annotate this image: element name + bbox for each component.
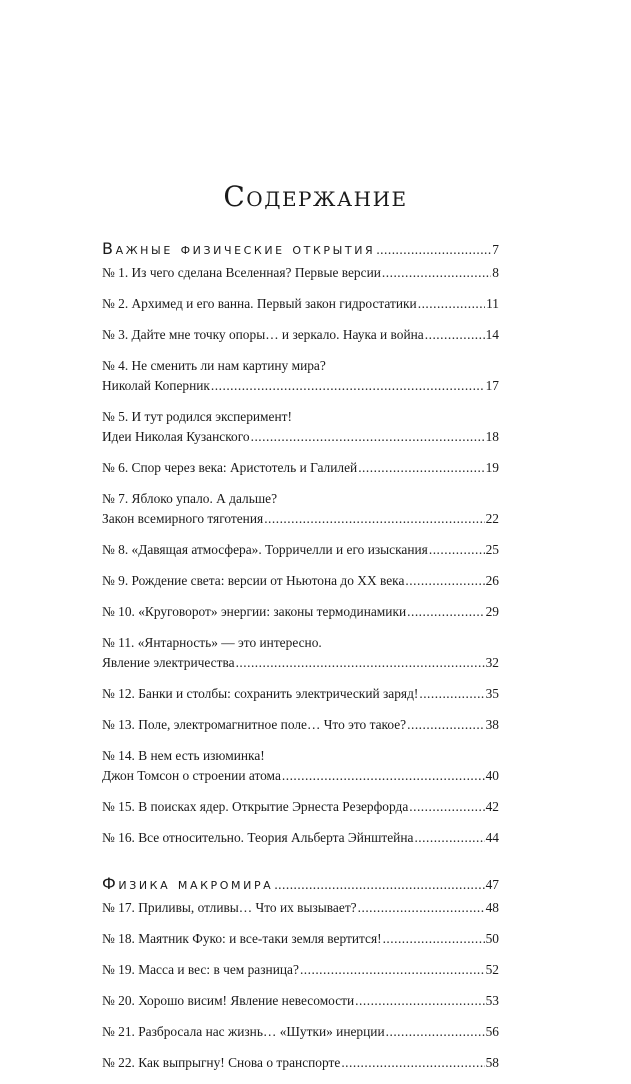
entry-final-line [102, 376, 499, 396]
entry-final-line [102, 1053, 499, 1073]
dot-leader [386, 1022, 485, 1042]
toc-entry[interactable] [102, 540, 499, 560]
dot-leader [251, 427, 485, 447]
entry-final-line [102, 1022, 499, 1042]
entry-final-line [102, 898, 499, 918]
entry-title-line: № 1. Из чего сделана Вселенная? Первые версии [102, 265, 381, 280]
entry-title-line: № 13. Поле, электромагнитное поле… Что это такое? [102, 717, 407, 732]
dot-leader [414, 828, 484, 848]
entry-page-number: 44 [485, 830, 499, 845]
entry-title-line: № 11. «Янтарность» — это интересно. [102, 635, 322, 650]
entry-title-line: № 17. Приливы, отливы… Что их вызывает? [102, 900, 357, 915]
entry-page-number: 32 [485, 655, 499, 670]
section-title: Физика макромира [102, 874, 274, 893]
entry-title-line: № 9. Рождение света: версии от Ньютона до ХХ века [102, 573, 405, 588]
dot-leader [274, 872, 484, 898]
entry-title-line: Джон Томсон о строении атома [102, 768, 281, 783]
dot-leader [358, 458, 484, 478]
entry-page-number: 25 [485, 542, 499, 557]
dot-leader [419, 684, 484, 704]
entry-title-line: № 21. Разбросала нас жизнь… «Шутки» инерции [102, 1024, 385, 1039]
entry-page-number: 26 [485, 573, 499, 588]
toc-entry[interactable] [102, 797, 499, 817]
section-title: Важные физические открытия [102, 239, 376, 258]
dot-leader [211, 376, 485, 396]
entry-final-line [102, 540, 499, 560]
toc-entry[interactable] [102, 325, 499, 345]
entry-page-number: 50 [485, 931, 499, 946]
dot-leader [383, 929, 485, 949]
entry-page-number: 53 [485, 993, 499, 1008]
toc-entry[interactable] [102, 489, 499, 529]
entry-final-line [102, 602, 499, 622]
dot-leader [376, 237, 491, 263]
dot-leader [425, 325, 485, 345]
toc-entry[interactable] [102, 263, 499, 283]
dot-leader [341, 1053, 484, 1073]
entry-final-line [102, 766, 499, 786]
entry-page-number: 17 [485, 378, 499, 393]
entry-title-line: № 22. Как выпрыгну! Снова о транспорте [102, 1055, 341, 1070]
entry-title-line: № 16. Все относительно. Теория Альберта Эйнштейна [102, 830, 414, 845]
entry-final-line [102, 828, 499, 848]
toc-entry[interactable] [102, 898, 499, 918]
entry-page-number: 58 [485, 1055, 499, 1070]
toc-entry[interactable] [102, 715, 499, 735]
page-title: Содержание [223, 180, 408, 213]
dot-leader [236, 653, 485, 673]
toc-entry[interactable] [102, 458, 499, 478]
entry-title-line: № 8. «Давящая атмосфера». Торричелли и его изыскания [102, 542, 428, 557]
toc-entry[interactable] [102, 746, 499, 786]
entry-title-line: № 7. Яблоко упало. А дальше? [102, 491, 278, 506]
entry-page-number: 38 [485, 717, 499, 732]
entry-page-number: 48 [485, 900, 499, 915]
entry-final-line [102, 427, 499, 447]
toc-entry[interactable] [102, 1053, 499, 1073]
entry-final-line [102, 684, 499, 704]
entry-title-line: № 3. Дайте мне точку опоры… и зеркало. Наука и война [102, 327, 424, 342]
toc-entry[interactable] [102, 684, 499, 704]
toc-entry[interactable] [102, 571, 499, 591]
entry-page-number: 18 [485, 429, 499, 444]
toc-entry[interactable] [102, 602, 499, 622]
toc-entry[interactable] [102, 960, 499, 980]
entry-title-line: Закон всемирного тяготения [102, 511, 264, 526]
entry-title-line: № 4. Не сменить ли нам картину мира? [102, 358, 326, 373]
entry-title-line: № 2. Архимед и его ванна. Первый закон гидростатики [102, 296, 417, 311]
toc-entry[interactable] [102, 929, 499, 949]
dot-leader [355, 991, 484, 1011]
entry-title-line: Идеи Николая Кузанского [102, 429, 250, 444]
dot-leader [300, 960, 485, 980]
entry-page-number: 35 [485, 686, 499, 701]
dot-leader [282, 766, 485, 786]
entry-final-line [102, 960, 499, 980]
toc-section-heading[interactable] [102, 236, 499, 263]
section-page-number: 7 [492, 242, 499, 257]
toc-entry[interactable] [102, 633, 499, 673]
entry-final-line [102, 263, 499, 283]
dot-leader [407, 715, 484, 735]
entry-final-line [102, 571, 499, 591]
dot-leader [264, 509, 484, 529]
dot-leader [429, 540, 485, 560]
entry-final-line [102, 458, 499, 478]
entry-page-number: 56 [485, 1024, 499, 1039]
entry-title-line: № 14. В нем есть изюминка! [102, 748, 265, 763]
section-page-number: 47 [485, 877, 499, 892]
entry-final-line [102, 653, 499, 673]
entry-title-line: Николай Коперник [102, 378, 210, 393]
entry-final-line [102, 509, 499, 529]
entry-page-number: 52 [485, 962, 499, 977]
entry-final-line [102, 325, 499, 345]
entry-title-line: № 10. «Круговорот» энергии: законы термодинамики [102, 604, 407, 619]
entry-final-line [102, 294, 499, 314]
entry-page-number: 29 [485, 604, 499, 619]
entry-page-number: 11 [486, 296, 499, 311]
toc-entry[interactable] [102, 828, 499, 848]
entry-title-line: № 12. Банки и столбы: сохранить электрический заряд! [102, 686, 419, 701]
toc-entry[interactable] [102, 356, 499, 396]
entry-title-line: № 15. В поисках ядер. Открытие Эрнеста Резерфорда [102, 799, 409, 814]
entry-page-number: 8 [492, 265, 499, 280]
toc-entry[interactable] [102, 1022, 499, 1042]
entry-page-number: 14 [485, 327, 499, 342]
dot-leader [409, 797, 484, 817]
entry-page-number: 22 [485, 511, 499, 526]
toc-section-heading[interactable] [102, 871, 499, 898]
entry-final-line [102, 797, 499, 817]
entry-final-line [102, 991, 499, 1011]
entry-title-line: № 6. Спор через века: Аристотель и Галилей [102, 460, 358, 475]
entry-final-line [102, 715, 499, 735]
entry-title-line: № 20. Хорошо висим! Явление невесомости [102, 993, 355, 1008]
dot-leader [382, 263, 491, 283]
toc-entry[interactable] [102, 991, 499, 1011]
toc-entry[interactable] [102, 407, 499, 447]
dot-leader [358, 898, 485, 918]
entry-title-line: № 18. Маятник Фуко: и все-таки земля вертится! [102, 931, 382, 946]
entry-title-line: № 5. И тут родился эксперимент! [102, 409, 292, 424]
entry-page-number: 40 [485, 768, 499, 783]
toc-entry[interactable] [102, 294, 499, 314]
entry-page-number: 42 [485, 799, 499, 814]
dot-leader [418, 294, 485, 314]
entry-title-line: № 19. Масса и вес: в чем разница? [102, 962, 299, 977]
table-of-contents [102, 236, 499, 1084]
entry-final-line [102, 929, 499, 949]
dot-leader [405, 571, 484, 591]
entry-title-line: Явление электричества [102, 655, 235, 670]
entry-page-number: 19 [485, 460, 499, 475]
dot-leader [407, 602, 484, 622]
